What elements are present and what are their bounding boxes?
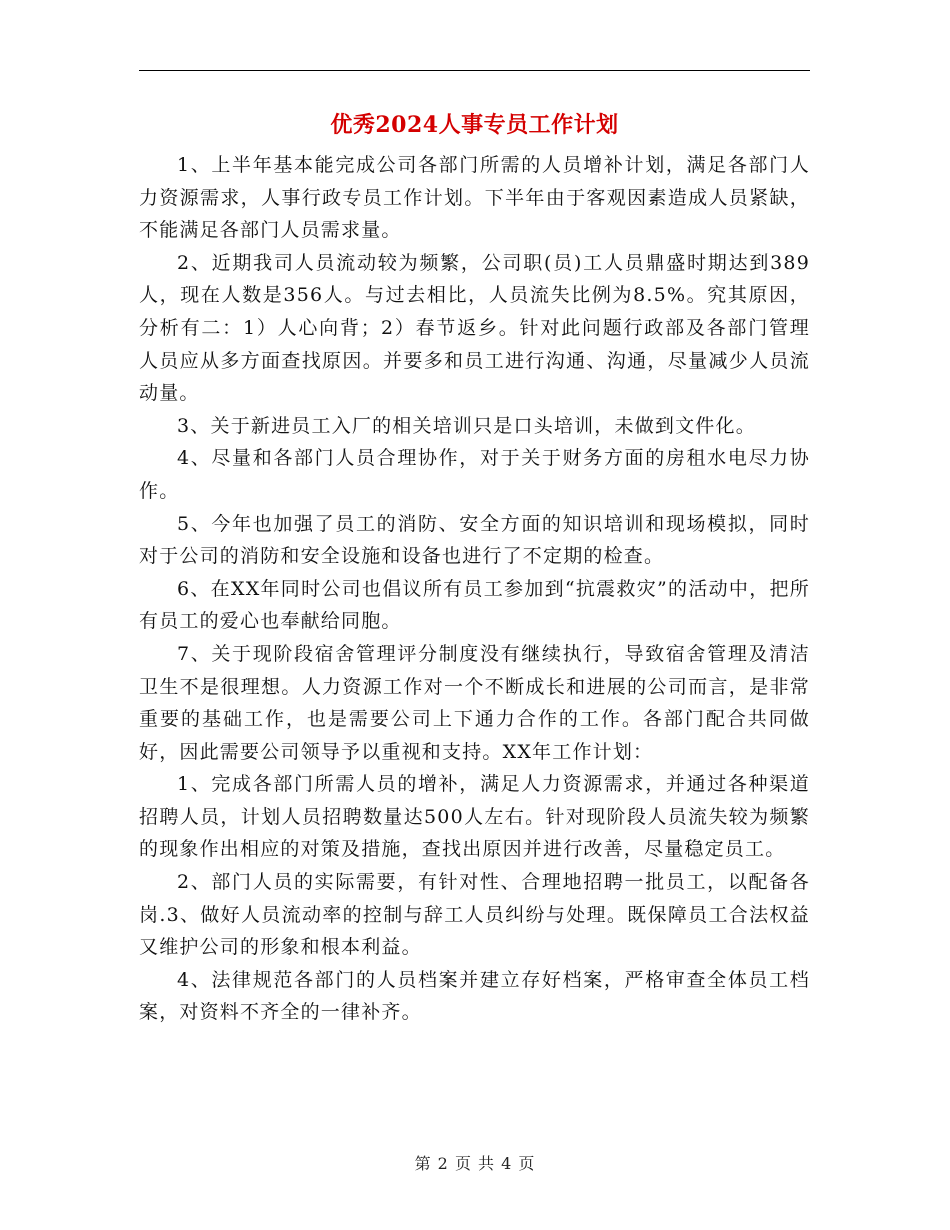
paragraph: 4、法律规范各部门的人员档案并建立存好档案，严格审查全体员工档案，对资料不齐全的一律补齐。 [139,968,810,1024]
paragraph: 6、在XX年同时公司也倡议所有员工参加到“抗震救灾”的活动中，把所有员工的爱心也奉献给同胞。 [139,577,810,633]
paragraph: 3、关于新进员工入厂的相关培训只是口头培训，未做到文件化。 [177,414,756,437]
paragraph: 1、完成各部门所需人员的增补，满足人力资源需求，并通过各种渠道招聘人员，计划人员招聘数量达500人左右。针对现阶段人员流失较为频繁的现象作出相应的对策及措施，查找出原因并进行改善，尽量稳定员工。 [139,773,810,861]
paragraph: 4、尽量和各部门人员合理协作，对于关于财务方面的房租水电尽力协作。 [139,447,810,502]
header-rule [139,70,810,71]
paragraph: 2、部门人员的实际需要，有针对性、合理地招聘一批员工，以配备各岗.3、做好人员流动率的控制与辞工人员纠纷与处理。既保障员工合法权益又维护公司的形象和根本利益。 [139,871,810,959]
paragraph: 2、近期我司人员流动较为频繁，公司职(员)工人员鼎盛时期达到389人，现在人数是356人。与过去相比，人员流失比例为8.5%。究其原因，分析有二：1）人心向背；2）春节返乡。针对此问题行政部及各部门管理人员应从多方面查找原因。并要多和员工进行沟通、沟通，尽量减少人员流动量。 [139,251,810,405]
page-number-footer: 第 2 页 共 4 页 [414,1154,536,1173]
paragraph: 5、今年也加强了员工的消防、安全方面的知识培训和现场模拟，同时对于公司的消防和安全设施和设备也进行了不定期的检查。 [139,512,810,568]
paragraph: 1、上半年基本能完成公司各部门所需的人员增补计划，满足各部门人力资源需求，人事行政专员工作计划。下半年由于客观因素造成人员紧缺，不能满足各部门人员需求量。 [139,154,810,242]
document-body [139,149,810,1029]
document-title: 优秀2024人事专员工作计划 [330,112,619,138]
paragraph: 7、关于现阶段宿舍管理评分制度没有继续执行，导致宿舍管理及清洁卫生不是很理想。人力资源工作对一个不断成长和进展的公司而言，是非常重要的基础工作，也是需要公司上下通力合作的工作。各部门配合共同做好，因此需要公司领导予以重视和支持。XX年工作计划： [139,642,810,763]
